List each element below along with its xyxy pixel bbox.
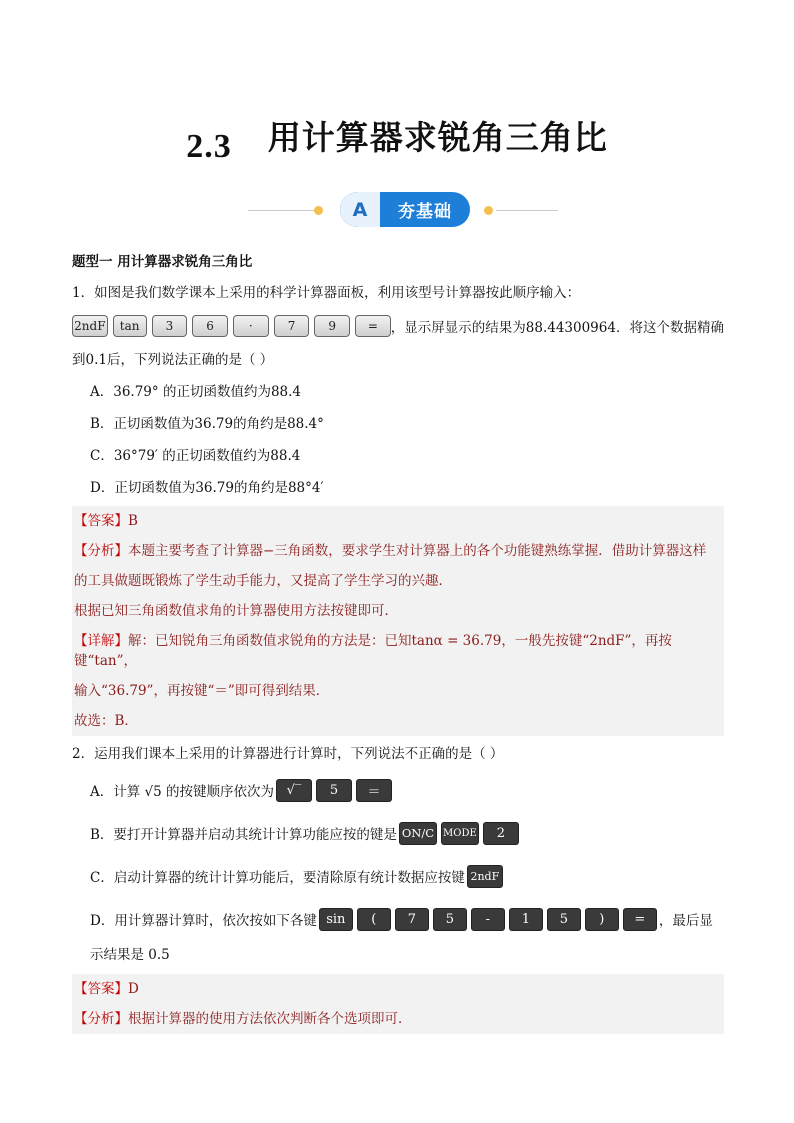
key-5: 5 bbox=[316, 779, 352, 802]
section-heading: 题型一 用计算器求锐角三角比 bbox=[72, 254, 253, 270]
banner-left-dot bbox=[314, 206, 323, 215]
q2-analysis: 根据计算器的使用方法依次判断各个选项即可． bbox=[128, 1011, 412, 1027]
q2-option-c bbox=[90, 864, 724, 888]
q1-result-text: ，显示屏显示的结果为88.44300964．将这个数据精确 bbox=[390, 320, 724, 336]
key-mode: MODE bbox=[441, 822, 479, 845]
q2-option-d-text: D．用计算器计算时，依次按如下各键 bbox=[90, 913, 317, 929]
level-banner bbox=[248, 192, 558, 228]
q1-option-a: A．36.79° 的正切函数值约为88.4 bbox=[90, 384, 301, 400]
q2-option-c-text: C．启动计算器的统计计算功能后，要清除原有统计数据应按键 bbox=[90, 870, 465, 886]
page-title bbox=[0, 112, 794, 165]
banner-left-line bbox=[248, 210, 314, 211]
q2-stem: 2．运用我们课本上采用的计算器进行计算时，下列说法不正确的是（ ） bbox=[72, 746, 504, 762]
q1-analysis-2: 的工具做题既锻炼了学生动手能力，又提高了学生学习的兴趣． bbox=[74, 573, 452, 589]
q2-option-d-after: ，最后显 bbox=[658, 913, 713, 929]
key-5-dark: 5 bbox=[433, 908, 467, 931]
q1-conclusion: 故选：B． bbox=[74, 713, 138, 729]
q1-analysis-1: 本题主要考查了计算器−三角函数，要求学生对计算器上的各个功能键熟练掌握．借助计算器这样 bbox=[128, 543, 707, 559]
key-open-paren: ( bbox=[357, 908, 391, 931]
q2-option-d bbox=[90, 907, 724, 931]
banner-right-line bbox=[496, 210, 558, 211]
key-close-paren: ) bbox=[585, 908, 619, 931]
key-1: 1 bbox=[509, 908, 543, 931]
q2-answer: D bbox=[128, 981, 139, 997]
q1-option-c: C．36°79′ 的正切函数值约为88.4 bbox=[90, 448, 301, 464]
content bbox=[72, 250, 724, 1034]
q1-key-row bbox=[72, 314, 724, 338]
q2-option-b bbox=[90, 821, 724, 845]
q2-option-a-text: A．计算 √5 的按键顺序依次为 bbox=[90, 784, 275, 800]
q1-detail-2: 输入“36.79”，再按键“＝”即可得到结果． bbox=[74, 683, 330, 699]
key-decimal-point: · bbox=[233, 315, 269, 337]
banner-right-dot bbox=[484, 206, 493, 215]
q2-option-d-cont: 示结果是 0.5 bbox=[90, 947, 170, 963]
key-2ndf: 2ndF bbox=[72, 315, 108, 337]
key-3: 3 bbox=[152, 315, 188, 337]
key-7: 7 bbox=[274, 315, 310, 337]
key-2ndf-dark: 2ndF bbox=[467, 865, 503, 888]
q1-answer: B bbox=[128, 513, 138, 529]
level-letter: A bbox=[340, 192, 380, 227]
section-number: 2.3 bbox=[186, 128, 232, 165]
analysis-label: 【分析】 bbox=[74, 543, 128, 559]
key-2: 2 bbox=[483, 822, 519, 845]
key-minus: - bbox=[471, 908, 505, 931]
q2-option-b-text: B．要打开计算器并启动其统计计算功能应按的键是 bbox=[90, 827, 397, 843]
level-text: 夯基础 bbox=[398, 202, 452, 222]
q2-option-a bbox=[90, 778, 724, 802]
key-7-dark: 7 bbox=[395, 908, 429, 931]
analysis-label-2: 【分析】 bbox=[74, 1011, 128, 1027]
q1-option-b: B．正切函数值为36.79的角约是88.4° bbox=[90, 416, 324, 432]
key-tan: tan bbox=[113, 315, 147, 337]
key-on-c: ON/C bbox=[399, 822, 437, 845]
title-text: 用计算器求锐角三角比 bbox=[267, 118, 608, 157]
q2-answer-block bbox=[72, 974, 724, 1034]
key-equals-dark: ＝ bbox=[356, 779, 392, 802]
key-9: 9 bbox=[314, 315, 350, 337]
level-badge bbox=[340, 192, 470, 227]
q1-option-d: D．正切函数值为36.79的角约是88°4′ bbox=[90, 480, 324, 496]
detail-label: 【详解】 bbox=[74, 633, 128, 649]
answer-label: 【答案】 bbox=[74, 513, 128, 529]
q1-stem: 1．如图是我们数学课本上采用的科学计算器面板，利用该型号计算器按此顺序输入： bbox=[72, 285, 581, 301]
q1-detail-1: 解：已知锐角三角函数值求锐角的方法是：已知tanα = 36.79，一般先按键“2ndF”，再按键“tan”， bbox=[74, 633, 672, 669]
answer-label-2: 【答案】 bbox=[74, 981, 128, 997]
key-equals: = bbox=[355, 315, 391, 337]
key-sqrt: √‾ bbox=[276, 779, 312, 802]
q1-answer-block bbox=[72, 506, 724, 736]
key-sin: sin bbox=[319, 908, 353, 931]
key-equals-dark-2: = bbox=[623, 908, 657, 931]
q1-analysis-3: 根据已知三角函数值求角的计算器使用方法按键即可． bbox=[74, 603, 398, 619]
key-6: 6 bbox=[192, 315, 228, 337]
key-5b-dark: 5 bbox=[547, 908, 581, 931]
q1-stem-cont: 到0.1后，下列说法正确的是（ ） bbox=[72, 352, 274, 368]
